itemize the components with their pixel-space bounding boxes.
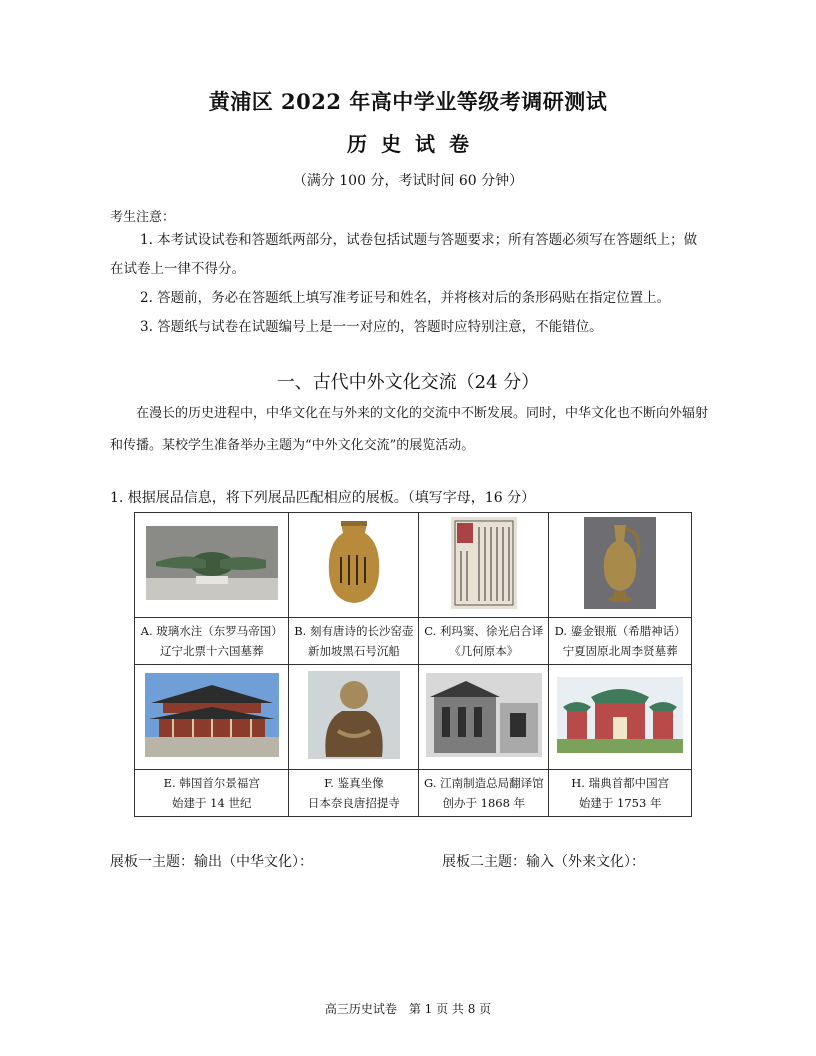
exam-subtitle: 历史试卷 <box>347 132 483 156</box>
exhibit-image-cell <box>135 665 289 770</box>
exhibit-caption: D. 鎏金银瓶（希腊神话） 宁夏固原北周李贤墓葬 <box>549 618 692 665</box>
exam-title: 黄浦区 2022 年高中学业等级考调研测试 <box>208 89 608 114</box>
exhibit-caption: G. 江南制造总局翻译馆 创办于 1868 年 <box>419 770 549 817</box>
exhibit-image-cell <box>289 665 419 770</box>
exhibit-image-cell <box>419 665 549 770</box>
statue-image <box>308 671 400 759</box>
notice-item-1: 1. 本考试设试卷和答题纸两部分，试卷包括试题与答题要求；所有答题必须写在答题纸上；做在试卷上一律不得分。 <box>110 232 698 277</box>
exhibit-image-cell <box>549 665 692 770</box>
ceramic-pot-image <box>319 517 389 609</box>
exhibit-image-cell <box>549 513 692 618</box>
palace-image <box>145 673 279 757</box>
old-building-image <box>426 673 542 757</box>
board-one-label: 展板一主题：输出（中华文化）： <box>110 854 313 870</box>
notice-item-3: 3. 答题纸与试卷在试题编号上是一一对应的，答题时应特别注意，不能错位。 <box>140 319 603 335</box>
exhibit-caption: E. 韩国首尔景福宫 始建于 14 世纪 <box>135 770 289 817</box>
exhibit-image-cell <box>289 513 419 618</box>
exhibit-caption: H. 瑞典首都中国宫 始建于 1753 年 <box>549 770 692 817</box>
glass-vessel-image <box>146 526 278 600</box>
exhibit-caption: B. 刻有唐诗的长沙窑壶 新加坡黑石号沉船 <box>289 618 419 665</box>
notice-item-2: 2. 答题前，务必在答题纸上填写准考证号和姓名，并将核对后的条形码贴在指定位置上。 <box>140 290 671 306</box>
section-intro: 在漫长的历史进程中，中华文化在与外来的文化的交流中不断发展。同时，中华文化也不断向外辐射和传播。某校学生准备举办主题为“中外文化交流”的展览活动。 <box>110 406 709 453</box>
exhibit-image-cell <box>419 513 549 618</box>
score-note: （满分 100 分，考试时间 60 分钟） <box>292 173 524 189</box>
exhibit-caption: F. 鉴真坐像 日本奈良唐招提寺 <box>289 770 419 817</box>
page-footer: 高三历史试卷 第 1 页 共 8 页 <box>324 1002 492 1016</box>
board-two-label: 展板二主题：输入（外来文化）： <box>442 854 645 870</box>
question-prompt: 1. 根据展品信息，将下列展品匹配相应的展板。（填写字母，16 分） <box>110 490 536 506</box>
book-page-image <box>451 517 517 609</box>
exhibit-table <box>134 512 692 817</box>
chinese-pavilion-image <box>557 677 683 753</box>
exhibit-image-cell <box>135 513 289 618</box>
silver-ewer-image <box>584 517 656 609</box>
exhibit-caption: A. 玻璃水注（东罗马帝国） 辽宁北票十六国墓葬 <box>135 618 289 665</box>
exhibit-caption: C. 利玛窦、徐光启合译 《几何原本》 <box>419 618 549 665</box>
notice-heading: 考生注意： <box>110 210 176 225</box>
section-title: 一、古代中外文化交流（24 分） <box>276 372 540 393</box>
